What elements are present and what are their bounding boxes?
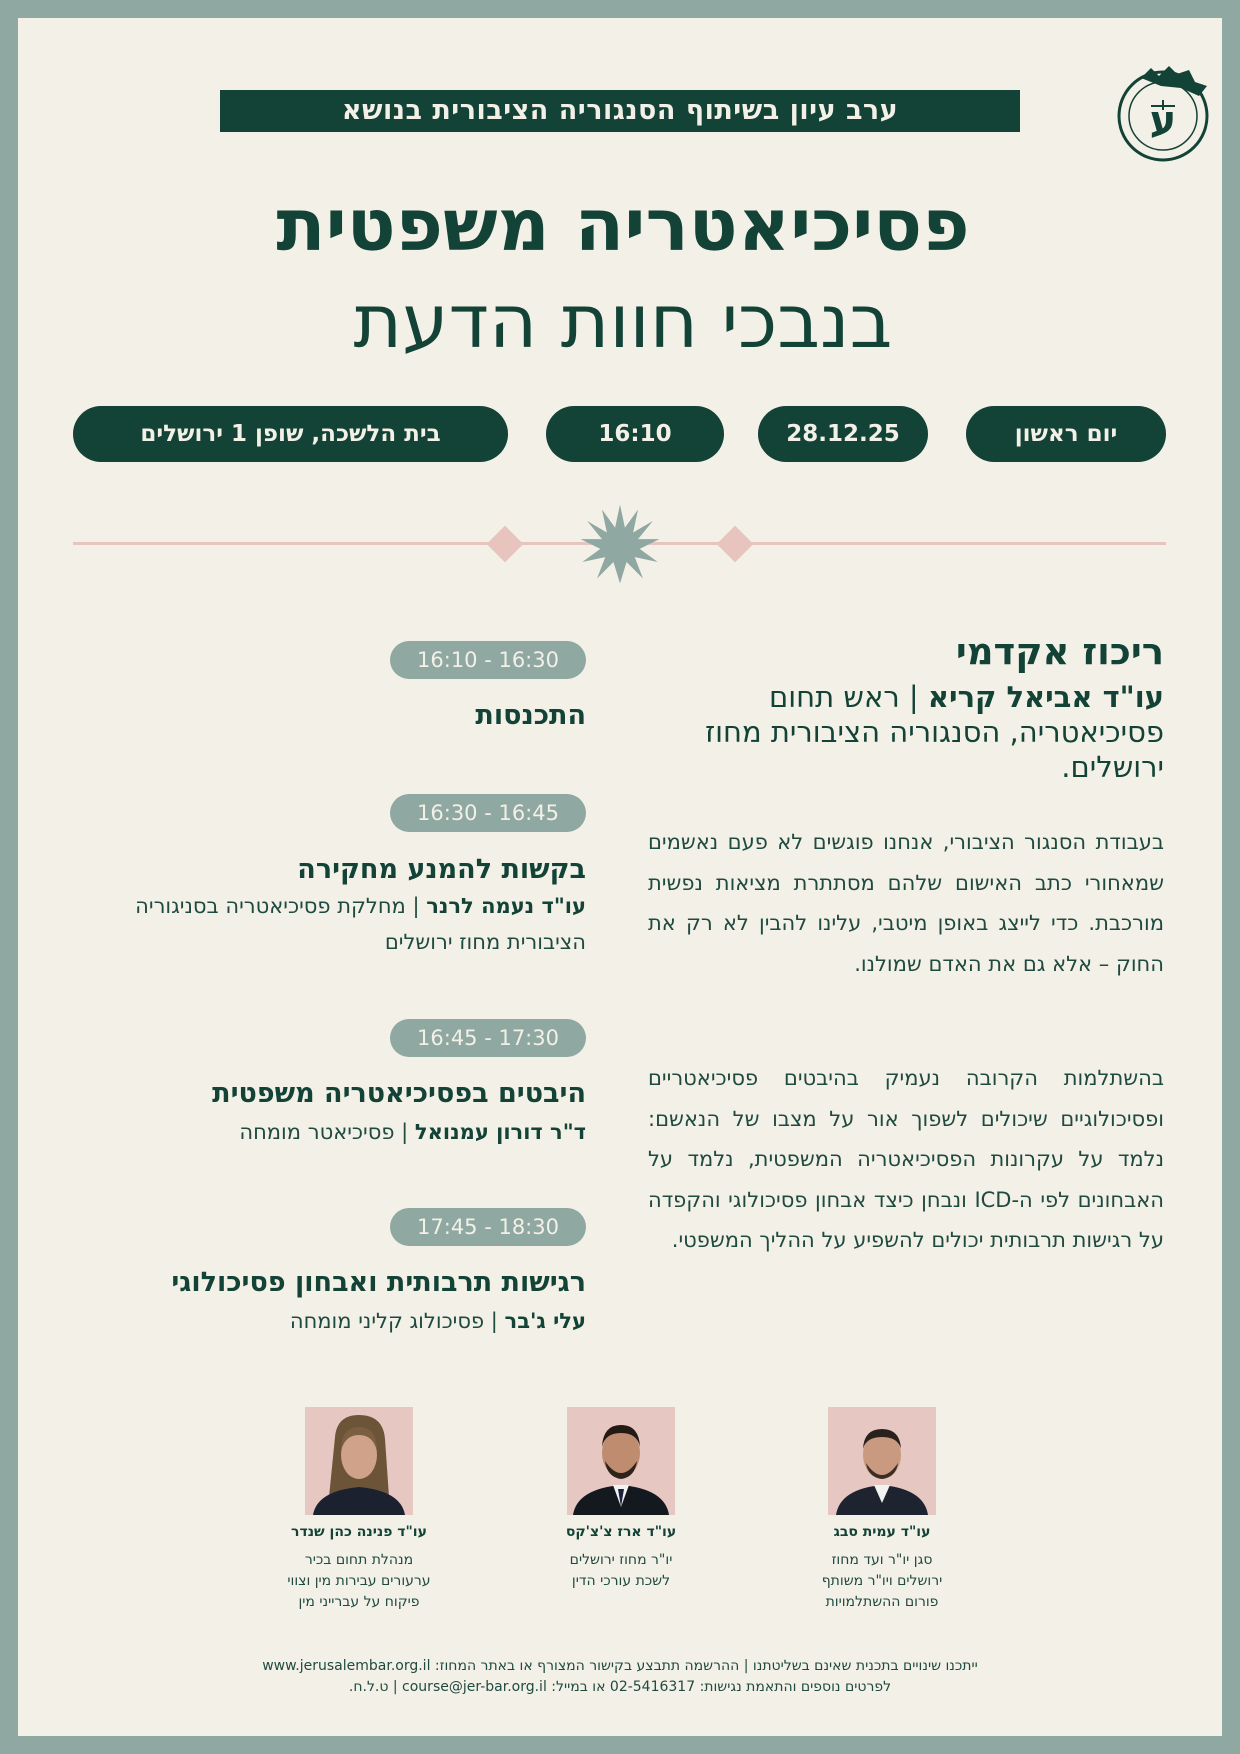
speaker-role-line: סגן יו"ר ועד מחוז — [831, 1552, 933, 1568]
schedule-time-badge: 16:45 - 17:30 — [390, 1019, 586, 1057]
schedule-item-speaker: עו"ד נעמה לרנר | מחלקת פסיכיאטריה בסניגוריה הציבורית מחוז ירושלים — [135, 894, 586, 954]
person-silhouette-icon — [567, 1407, 675, 1515]
svg-text:ע: ע — [1149, 98, 1177, 144]
event-title-sub: בנבכי חוות הדעת — [353, 279, 893, 365]
person-silhouette-icon — [828, 1407, 936, 1515]
footer-line-1: ייתכנו שינויים בתכנית שאינם בשליטתנו | ההרשמה תתבצע בקישור המצורף או באתר המחוז: www.jerusalembar.org.il — [262, 1658, 978, 1674]
academic-heading: ריכוז אקדמי — [955, 630, 1164, 673]
speaker-name: עו"ד ארז צ'צ'קס — [565, 1524, 677, 1540]
speaker-role: פסיכולוג קליני מומחה — [289, 1309, 485, 1333]
schedule-item-speaker: עלי ג'בר | פסיכולוג קליני מומחה — [289, 1309, 586, 1333]
speaker-role-line: פיקוח על עברייני מין — [298, 1594, 420, 1610]
coordinator-role: ראש תחום פסיכיאטריה, הסנגוריה הציבורית מחוז ירושלים. — [705, 680, 1164, 784]
speaker-name: עו"ד פנינה כהן שנדר — [291, 1524, 427, 1540]
schedule-item-title: התכנסות — [475, 700, 586, 731]
speaker-role-line: ערעורים עבירות מין וצווי — [287, 1573, 431, 1589]
intro-paragraph-2: בהשתלמות הקרובה נעמיק בהיבטים פסיכיאטריים ופסיכולוגיים שיכולים לשפוך אור על מצבו של הנאשם: נלמד על עקרונות הפסיכיאטריה המשפטית, נלמד על האבחונים לפי ה-ICD ונבחן כיצד אבחון פסיכולוגי והקפדה על רגישות תרבותית יכולים להשפיע על ההליך המשפטי. — [648, 1066, 1164, 1252]
speaker-role-line: מנהלת תחום בכיר — [304, 1552, 414, 1568]
time-pill: 16:10 — [546, 406, 724, 462]
event-banner: ערב עיון בשיתוף הסנגוריה הציבורית בנושא — [220, 90, 1020, 132]
speaker-role: פסיכיאטר מומחה — [239, 1120, 395, 1144]
schedule-item-title: היבטים בפסיכיאטריה משפטית — [212, 1078, 586, 1109]
academic-coordinator — [638, 680, 1164, 785]
starburst-icon — [579, 503, 661, 585]
speaker-role-line: ירושלים ויו"ר משותף — [821, 1573, 943, 1589]
footer-line-2: לפרטים נוספים והתאמת נגישות: 02-5416317 או במייל: course@jer-bar.org.il | ט.ל.ח. — [348, 1679, 892, 1695]
schedule-item-title: רגישות תרבותית ואבחון פסיכולוגי — [171, 1267, 586, 1298]
speaker-photo — [305, 1407, 413, 1515]
schedule-time-badge: 17:45 - 18:30 — [390, 1208, 586, 1246]
speaker-role: מחלקת פסיכיאטריה בסניגוריה הציבורית מחוז ירושלים — [135, 894, 586, 954]
speaker-name: ד"ר דורון עמנואל — [414, 1120, 586, 1144]
intro-paragraph-1: בעבודת הסנגור הציבורי, אנחנו פוגשים לא פעם נאשמים שמאחורי כתב האישום שלהם מסתתרת מציאות נפשית מורכבת. כדי לייצג באופן מיטבי, עלינו להבין לא רק את החוק – אלא גם את האדם שמולנו. — [648, 830, 1164, 976]
divider-diamond-left-icon — [487, 526, 524, 563]
speaker-name: עלי ג'בר — [504, 1309, 586, 1333]
speaker-role-line: לשכת עורכי הדין — [571, 1573, 671, 1589]
schedule-item-title: בקשות להמנע מחקירה — [297, 854, 586, 885]
schedule-item-speaker: ד"ר דורון עמנואל | פסיכיאטר מומחה — [239, 1120, 586, 1144]
speaker-photo — [828, 1407, 936, 1515]
speaker-role-line: פורום ההשתלמויות — [825, 1594, 939, 1610]
schedule-time-badge: 16:10 - 16:30 — [390, 641, 586, 679]
speaker-role-line: יו"ר מחוז ירושלים — [569, 1552, 673, 1568]
coordinator-separator: | — [899, 680, 928, 714]
speaker-photo — [567, 1407, 675, 1515]
coordinator-name: עו"ד אביאל קריא — [927, 680, 1164, 714]
location-pill: בית הלשכה, שופן 1 ירושלים — [73, 406, 508, 462]
divider-diamond-right-icon — [717, 526, 754, 563]
speaker-name: עו"ד נעמה לרנר — [426, 894, 586, 918]
poster-page — [18, 18, 1222, 1736]
day-pill: יום ראשון — [966, 406, 1166, 462]
schedule-time-badge: 16:30 - 16:45 — [390, 794, 586, 832]
event-title-main: פסיכיאטריה משפטית — [276, 183, 970, 267]
bar-association-logo-icon — [1111, 58, 1221, 168]
speaker-name: עו"ד עמית סבג — [833, 1524, 931, 1540]
date-pill: 28.12.25 — [758, 406, 928, 462]
person-silhouette-icon — [305, 1407, 413, 1515]
